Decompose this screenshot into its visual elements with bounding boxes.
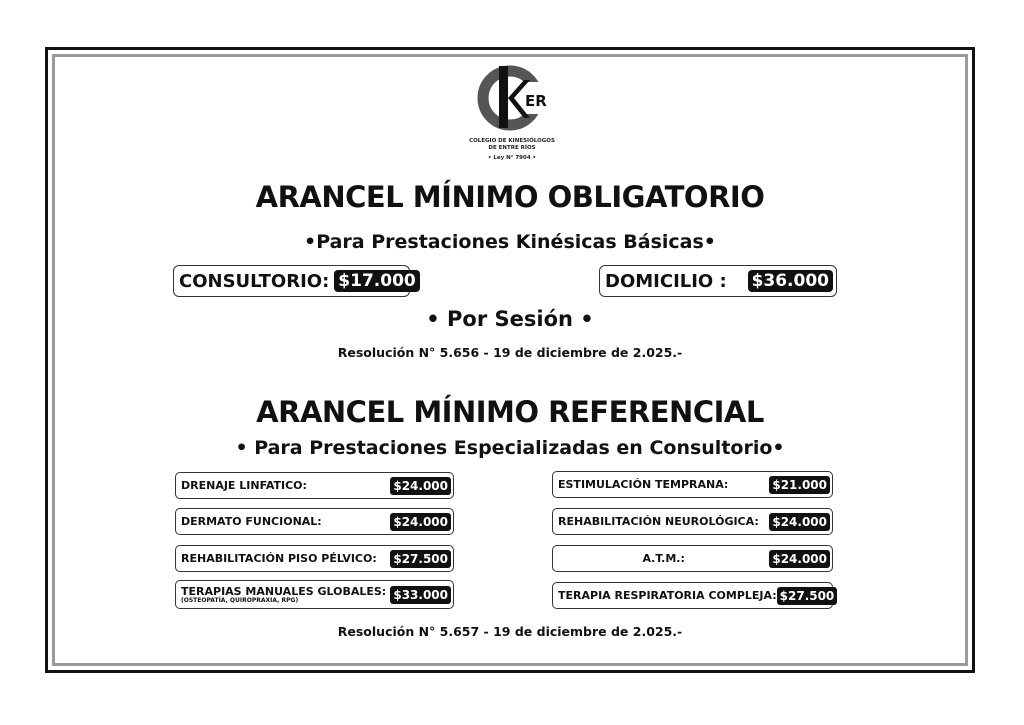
fee-price: $24.000 [390, 477, 451, 495]
fee-row-neurologica [552, 508, 833, 535]
fee-row-respiratoria [552, 582, 833, 609]
logo-province-name: DE ENTRE RÍOS [488, 145, 536, 151]
logo-law: • Ley N° 7904 • [487, 155, 537, 161]
fee-label: ESTIMULACIÓN TEMPRANA: [558, 478, 729, 491]
domicilio-label: DOMICILIO : [605, 270, 727, 292]
fee-label: REHABILITACIÓN NEUROLÓGICA: [558, 515, 759, 528]
title-referencial: ARANCEL MÍNIMO REFERENCIAL [256, 395, 764, 429]
title-obligatorio: ARANCEL MÍNIMO OBLIGATORIO [255, 180, 765, 214]
consultorio-box [173, 265, 416, 297]
fee-price: $24.000 [769, 550, 830, 568]
domicilio-price: $36.000 [748, 270, 833, 292]
logo-college-name: COLEGIO DE KINESIÓLOGOS [469, 138, 555, 144]
fee-label: DRENAJE LINFATICO: [181, 479, 307, 492]
logo-initials: ER [525, 92, 547, 110]
resolution-5656: Resolución N° 5.656 - 19 de diciembre de 2.025.- [337, 345, 683, 360]
fee-label: TERAPIA RESPIRATORIA COMPLEJA: [558, 589, 777, 602]
subtitle-especializadas: • Para Prestaciones Especializadas en Consultorio• [235, 437, 785, 459]
fee-price: $27.500 [390, 550, 451, 568]
fee-price: $33.000 [390, 586, 451, 604]
fee-price: $24.000 [390, 513, 451, 531]
consultorio-label: CONSULTORIO: [179, 270, 330, 292]
fee-price: $21.000 [769, 476, 830, 494]
fee-sublabel: (OSTEOPATÍA, QUIROPRAXIA, RPG) [181, 596, 299, 604]
fee-row-piso-pelvico [175, 545, 454, 572]
fee-label: TERAPIAS MANUALES GLOBALES: [181, 584, 387, 598]
fee-row-dermato [175, 508, 454, 535]
fee-row-estimulacion [552, 471, 833, 498]
fee-row-atm [552, 545, 833, 572]
fee-price: $27.500 [777, 587, 838, 605]
fee-row-drenaje [175, 472, 454, 499]
resolution-5657: Resolución N° 5.657 - 19 de diciembre de 2.025.- [337, 624, 683, 639]
fee-price: $24.000 [769, 513, 830, 531]
fee-label: DERMATO FUNCIONAL: [181, 515, 322, 528]
domicilio-box [599, 265, 837, 297]
fee-row-terapias-manuales [175, 580, 454, 609]
subtitle-basicas: •Para Prestaciones Kinésicas Básicas• [304, 231, 716, 253]
per-session-note: • Por Sesión • [426, 307, 594, 331]
fee-label: REHABILITACIÓN PISO PÉLVICO: [181, 552, 377, 565]
consultorio-price: $17.000 [334, 270, 419, 292]
fee-label: A.T.M.: [642, 552, 685, 565]
